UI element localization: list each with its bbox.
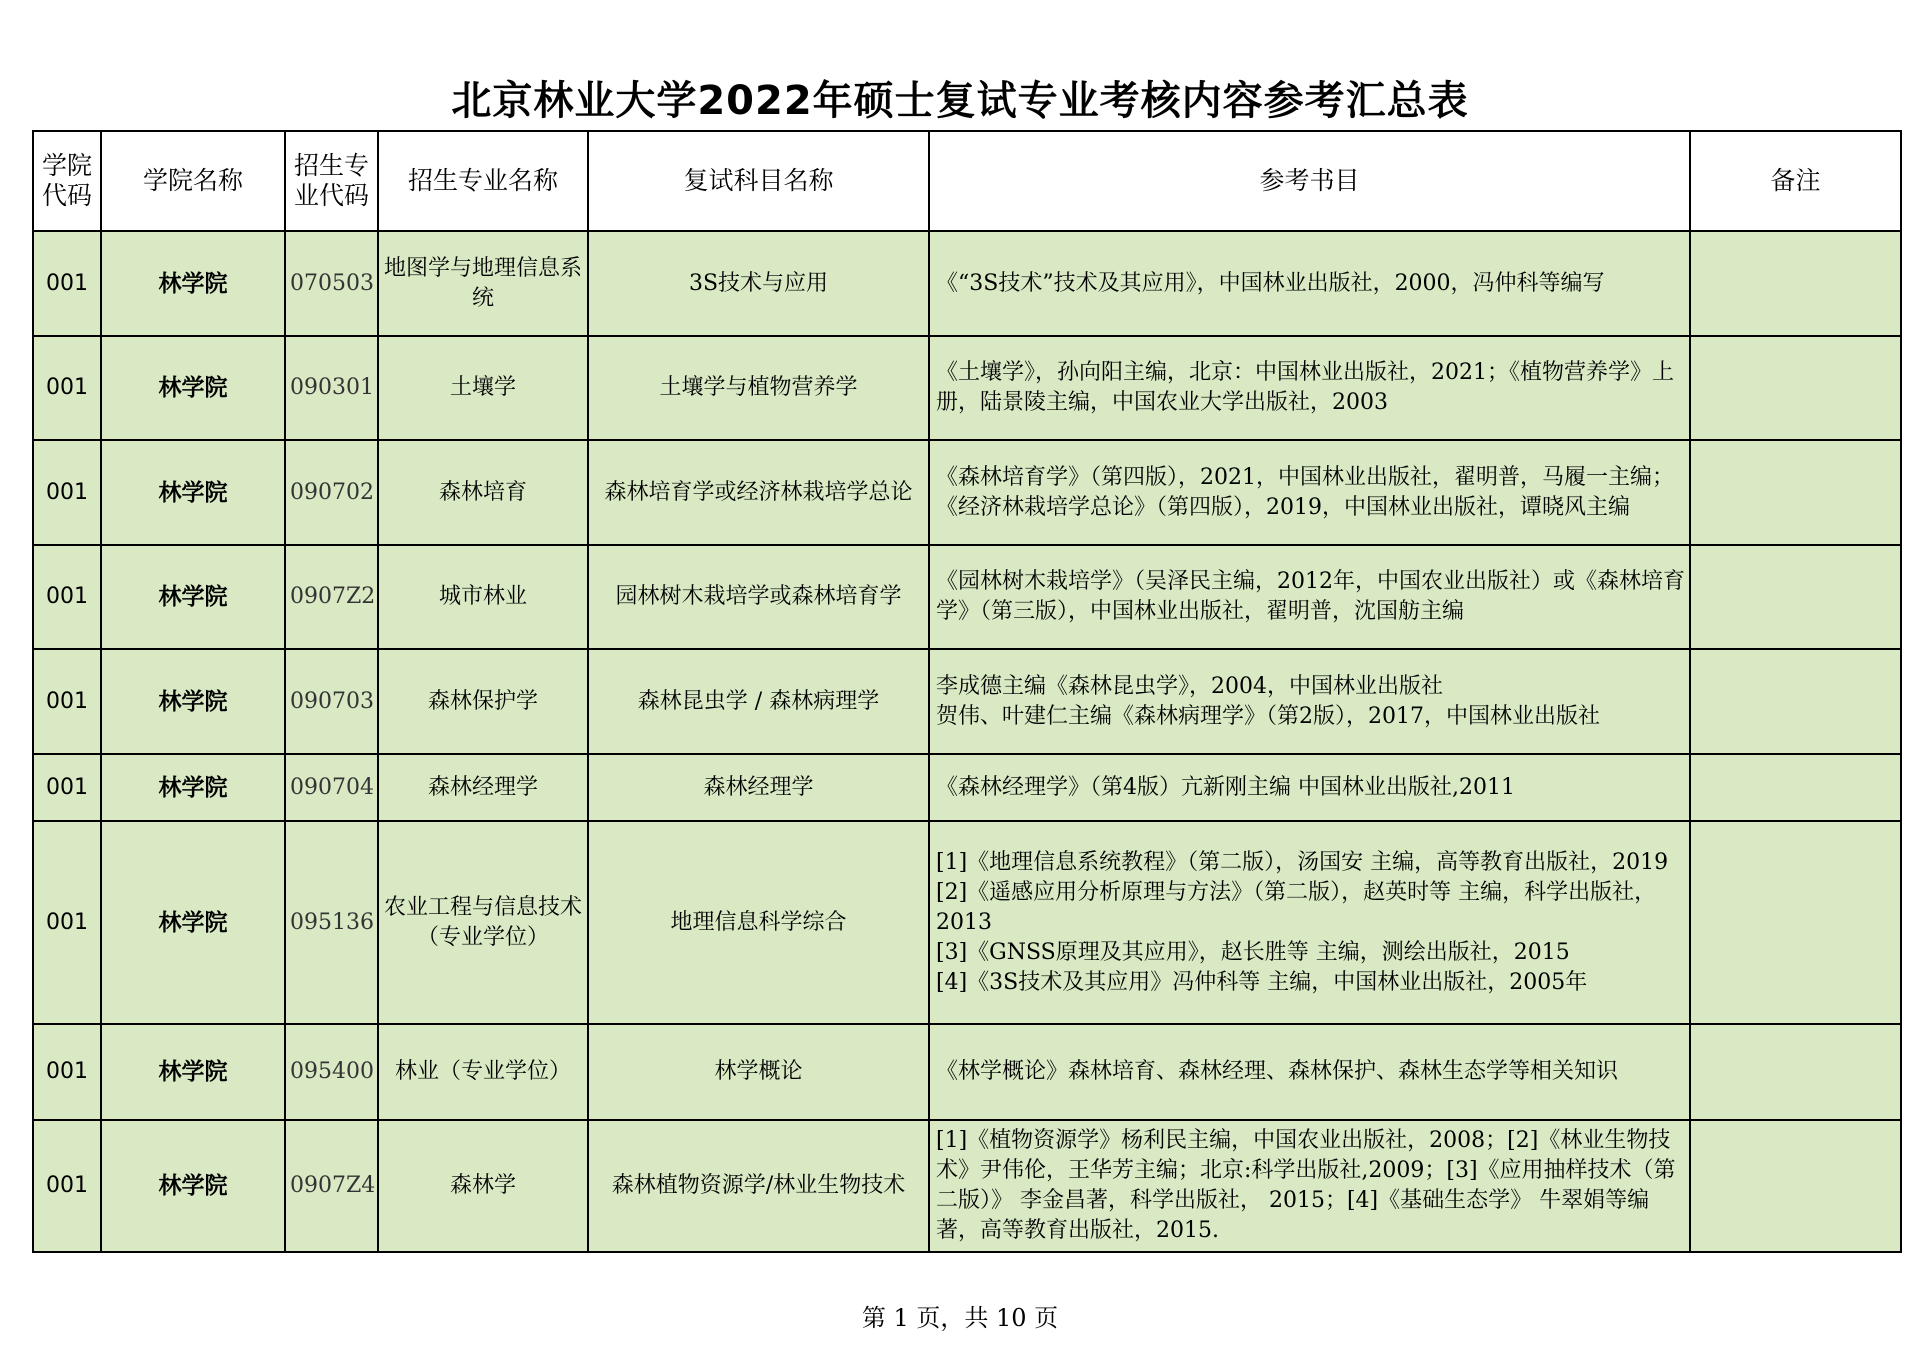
subject-cell: 园林树木栽培学或森林培育学 [588,545,929,649]
college-code-cell: 001 [33,336,101,440]
major-code-cell: 095400 [285,1024,378,1120]
major-code-cell: 0907Z2 [285,545,378,649]
header-subject: 复试科目名称 [588,131,929,231]
major-name-cell: 森林保护学 [378,649,588,754]
note-cell [1690,754,1901,821]
college-name-cell: 林学院 [101,1120,285,1252]
college-code-cell: 001 [33,649,101,754]
subject-cell: 森林昆虫学 / 森林病理学 [588,649,929,754]
table-row [33,1024,1901,1120]
books-cell: 《森林培育学》（第四版），2021，中国林业出版社，翟明普，马履一主编；《经济林栽培学总论》（第四版），2019，中国林业出版社，谭晓风主编 [929,440,1690,545]
major-code-cell: 090301 [285,336,378,440]
table-row [33,231,1901,336]
header-college-name: 学院名称 [101,131,285,231]
note-cell [1690,1024,1901,1120]
note-cell [1690,1120,1901,1252]
header-note: 备注 [1690,131,1901,231]
books-cell: 《土壤学》，孙向阳主编，北京：中国林业出版社，2021；《植物营养学》上册，陆景陵主编，中国农业大学出版社，2003 [929,336,1690,440]
major-code-cell: 090704 [285,754,378,821]
college-code-cell: 001 [33,440,101,545]
table-row [33,1120,1901,1252]
college-name-cell: 林学院 [101,440,285,545]
books-cell: 《森林经理学》（第4版）亢新刚主编 中国林业出版社,2011 [929,754,1690,821]
books-cell: 《“3S技术”技术及其应用》，中国林业出版社，2000，冯仲科等编写 [929,231,1690,336]
college-name-cell: 林学院 [101,649,285,754]
major-name-cell: 城市林业 [378,545,588,649]
subject-cell: 土壤学与植物营养学 [588,336,929,440]
table-row [33,754,1901,821]
subject-cell: 地理信息科学综合 [588,821,929,1024]
books-cell: [1]《地理信息系统教程》（第二版），汤国安 主编，高等教育出版社，2019 [2]《遥感应用分析原理与方法》（第二版），赵英时等 主编，科学出版社，2013 [3]《GNSS原理及其应用》，赵长胜等 主编，测绘出版社，2015 [4]《3S技术及其应用》冯仲科等 主编，中国林业出版社，2005年 [929,821,1690,1024]
table-row [33,545,1901,649]
major-name-cell: 森林经理学 [378,754,588,821]
subject-cell: 森林培育学或经济林栽培学总论 [588,440,929,545]
college-name-cell: 林学院 [101,231,285,336]
major-name-cell: 农业工程与信息技术（专业学位） [378,821,588,1024]
page-title: 北京林业大学2022年硕士复试专业考核内容参考汇总表 [451,78,1469,124]
books-cell: 《林学概论》森林培育、森林经理、森林保护、森林生态学等相关知识 [929,1024,1690,1120]
note-cell [1690,336,1901,440]
major-name-cell: 森林学 [378,1120,588,1252]
major-code-cell: 0907Z4 [285,1120,378,1252]
note-cell [1690,231,1901,336]
subject-cell: 森林植物资源学/林业生物技术 [588,1120,929,1252]
major-name-cell: 林业（专业学位） [378,1024,588,1120]
books-cell: [1]《植物资源学》杨利民主编，中国农业出版社，2008；[2]《林业生物技术》尹伟伦，王华芳主编；北京:科学出版社,2009；[3]《应用抽样技术（第二版）》 李金昌著，科学出版社， 2015；[4]《基础生态学》 牛翠娟等编著，高等教育出版社，2015. [929,1120,1690,1252]
college-code-cell: 001 [33,754,101,821]
college-code-cell: 001 [33,545,101,649]
college-code-cell: 001 [33,1120,101,1252]
table-row [33,440,1901,545]
note-cell [1690,821,1901,1024]
college-name-cell: 林学院 [101,336,285,440]
table-row [33,336,1901,440]
header-major-name: 招生专业名称 [378,131,588,231]
header-college-code: 学院 代码 [33,131,101,231]
major-code-cell: 090703 [285,649,378,754]
college-name-cell: 林学院 [101,821,285,1024]
major-code-cell: 095136 [285,821,378,1024]
major-name-cell: 地图学与地理信息系统 [378,231,588,336]
subject-cell: 3S技术与应用 [588,231,929,336]
books-cell: 《园林树木栽培学》（吴泽民主编，2012年，中国农业出版社）或《森林培育学》（第三版），中国林业出版社，翟明普，沈国舫主编 [929,545,1690,649]
college-name-cell: 林学院 [101,1024,285,1120]
college-name-cell: 林学院 [101,545,285,649]
header-major-code: 招生专 业代码 [285,131,378,231]
note-cell [1690,440,1901,545]
college-name-cell: 林学院 [101,754,285,821]
major-code-cell: 070503 [285,231,378,336]
major-name-cell: 土壤学 [378,336,588,440]
header-books: 参考书目 [929,131,1690,231]
table-row [33,821,1901,1024]
note-cell [1690,649,1901,754]
college-code-cell: 001 [33,1024,101,1120]
page-footer: 第 1 页，共 10 页 [861,1304,1059,1332]
books-cell: 李成德主编《森林昆虫学》，2004，中国林业出版社 贺伟、叶建仁主编《森林病理学》（第2版），2017，中国林业出版社 [929,649,1690,754]
table-row [33,649,1901,754]
major-code-cell: 090702 [285,440,378,545]
header-row [33,131,1901,231]
subject-cell: 林学概论 [588,1024,929,1120]
note-cell [1690,545,1901,649]
subject-cell: 森林经理学 [588,754,929,821]
college-code-cell: 001 [33,821,101,1024]
major-name-cell: 森林培育 [378,440,588,545]
summary-table [32,130,1902,1253]
college-code-cell: 001 [33,231,101,336]
